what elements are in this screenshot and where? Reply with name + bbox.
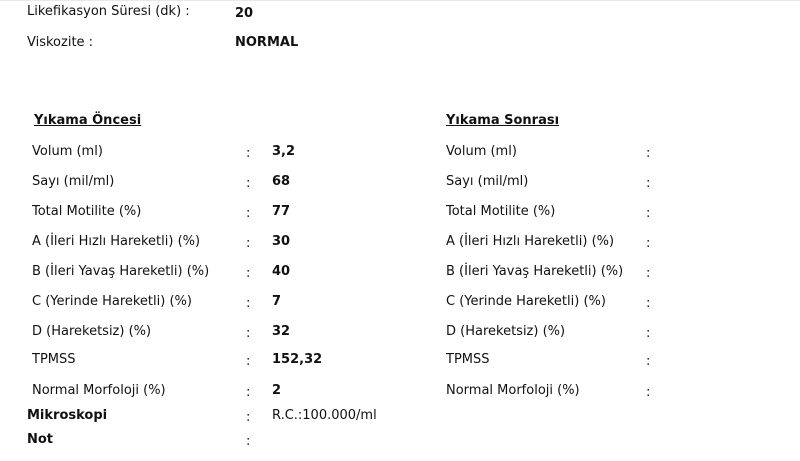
left-row-label: Normal Morfoloji (%) <box>32 383 166 398</box>
left-row-label: B (İleri Yavaş Hareketli) (%) <box>32 264 210 279</box>
right-row-colon: : <box>646 266 651 281</box>
left-row-value: 152,32 <box>272 352 323 367</box>
right-row-colon: : <box>646 354 651 369</box>
right-row-label: Total Motilite (%) <box>446 204 556 219</box>
left-row-colon: : <box>246 146 251 161</box>
left-row-label: D (Hareketsiz) (%) <box>32 324 152 339</box>
left-row-colon: : <box>246 176 251 191</box>
liquefaction-label: Likefikasyon Süresi (dk) : <box>27 4 190 19</box>
left-row-label: TPMSS <box>32 352 76 367</box>
right-row-colon: : <box>646 296 651 311</box>
left-row-colon: : <box>246 326 251 341</box>
microscopy-colon: : <box>246 410 251 425</box>
left-row-value: 40 <box>272 264 291 279</box>
right-row-label: D (Hareketsiz) (%) <box>446 324 566 339</box>
left-row-value: 7 <box>272 294 282 309</box>
microscopy-label: Mikroskopi <box>27 408 108 423</box>
liquefaction-value: 20 <box>235 6 254 21</box>
left-row-colon: : <box>246 236 251 251</box>
note-colon: : <box>246 434 251 449</box>
left-row-value: 2 <box>272 383 282 398</box>
microscopy-value: R.C.:100.000/ml <box>272 408 377 423</box>
left-row-value: 32 <box>272 324 291 339</box>
right-row-colon: : <box>646 385 651 400</box>
left-section-title: Yıkama Öncesi <box>34 113 142 128</box>
left-row-value: 77 <box>272 204 291 219</box>
left-row-value: 3,2 <box>272 144 296 159</box>
right-row-label: B (İleri Yavaş Hareketli) (%) <box>446 264 624 279</box>
left-row-colon: : <box>246 206 251 221</box>
right-row-label: Normal Morfoloji (%) <box>446 383 580 398</box>
left-row-label: Volum (ml) <box>32 144 103 159</box>
viscosity-label: Viskozite : <box>27 35 94 50</box>
left-row-label: A (İleri Hızlı Hareketli) (%) <box>32 234 201 249</box>
left-row-label: Total Motilite (%) <box>32 204 142 219</box>
right-row-colon: : <box>646 326 651 341</box>
right-row-label: Sayı (mil/ml) <box>446 174 529 189</box>
right-row-label: A (İleri Hızlı Hareketli) (%) <box>446 234 615 249</box>
left-row-colon: : <box>246 266 251 281</box>
top-divider <box>0 0 800 1</box>
left-row-colon: : <box>246 354 251 369</box>
right-section-title: Yıkama Sonrası <box>446 113 560 128</box>
right-row-colon: : <box>646 236 651 251</box>
viscosity-value: NORMAL <box>235 35 299 50</box>
left-row-label: Sayı (mil/ml) <box>32 174 115 189</box>
left-row-value: 30 <box>272 234 291 249</box>
right-row-colon: : <box>646 176 651 191</box>
left-row-label: C (Yerinde Hareketli) (%) <box>32 294 192 309</box>
right-row-label: Volum (ml) <box>446 144 517 159</box>
note-label: Not <box>27 432 54 447</box>
left-row-value: 68 <box>272 174 291 189</box>
right-row-label: TPMSS <box>446 352 490 367</box>
left-row-colon: : <box>246 385 251 400</box>
right-row-colon: : <box>646 146 651 161</box>
left-row-colon: : <box>246 296 251 311</box>
right-row-label: C (Yerinde Hareketli) (%) <box>446 294 606 309</box>
right-row-colon: : <box>646 206 651 221</box>
